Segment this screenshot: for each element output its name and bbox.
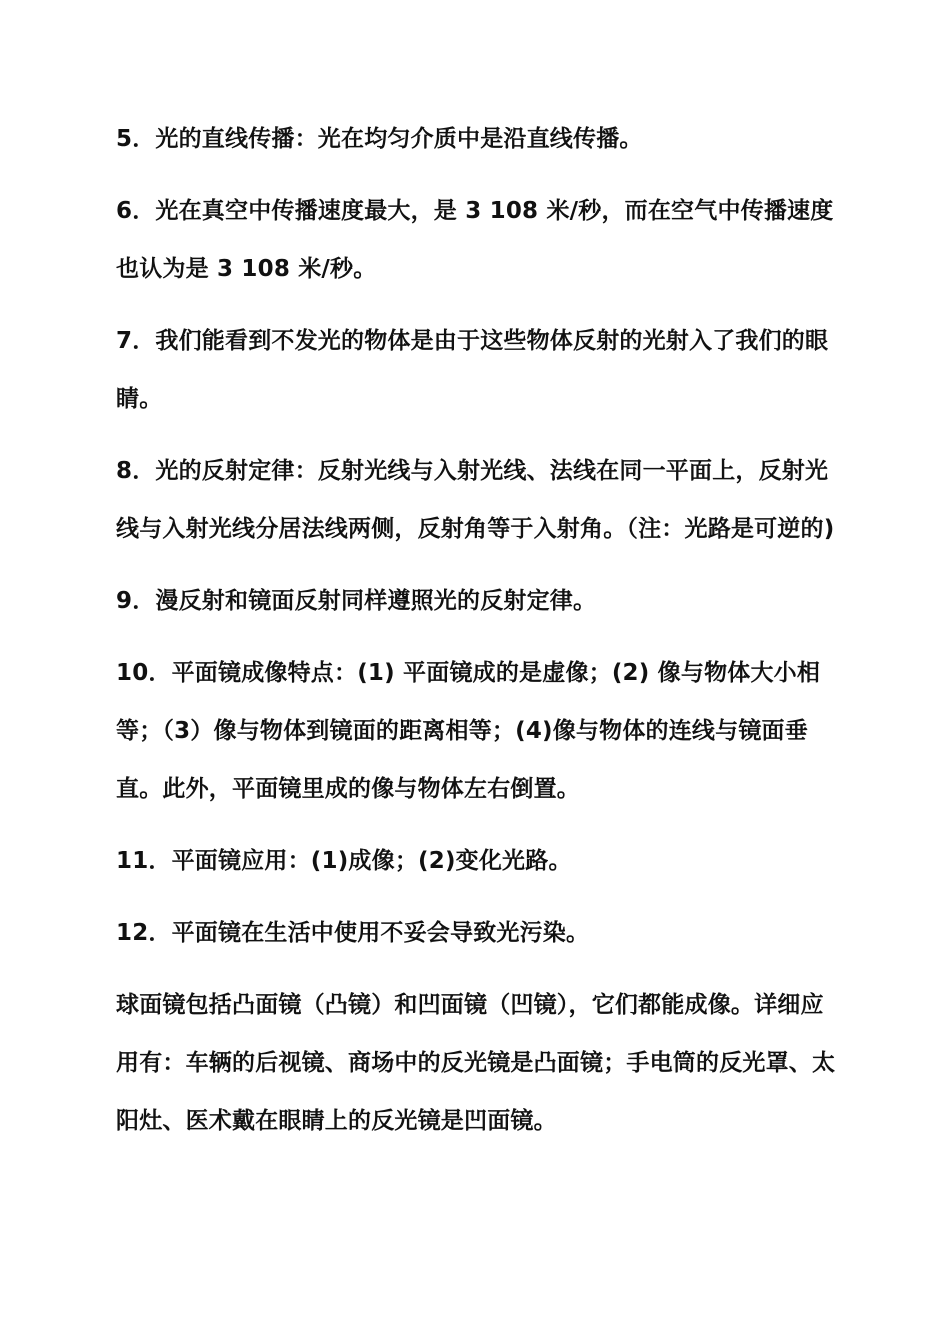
paragraph-12-light-pollution: 12．平面镜在生活中使用不妥会导致光污染。 [116, 920, 590, 946]
paragraph-spherical-mirrors: 球面镜包括凸面镜（凸镜）和凹面镜（凹镜），它们都能成像。详细应用有：车辆的后视镜、商场中的反光镜是凸面镜；手电筒的反光罩、太阳灶、医术戴在眼睛上的反光镜是凹面镜。 [116, 992, 836, 1134]
document-body [116, 110, 841, 1150]
paragraph-5-light-propagation: 5．光的直线传播：光在均匀介质中是沿直线传播。 [116, 126, 643, 152]
paragraph-6-light-speed: 6．光在真空中传播速度最大，是 3 108 米/秒，而在空气中传播速度也认为是 3 108 米/秒。 [116, 198, 834, 282]
paragraph-9-diffuse-reflection: 9．漫反射和镜面反射同样遵照光的反射定律。 [116, 588, 597, 614]
paragraph-11-plane-mirror-uses: 11．平面镜应用：(1)成像；(2)变化光路。 [116, 848, 572, 874]
paragraph-8-reflection-law: 8．光的反射定律：反射光线与入射光线、法线在同一平面上，反射光线与入射光线分居法线两侧，反射角等于入射角。（注：光路是可逆的) [116, 458, 835, 542]
paragraph-10-plane-mirror-features: 10．平面镜成像特点：(1) 平面镜成的是虚像；(2) 像与物体大小相等；（3）像与物体到镜面的距离相等；(4)像与物体的连线与镜面垂直。此外，平面镜里成的像与物体左右倒置。 [116, 660, 821, 802]
paragraph-7-seeing-objects: 7．我们能看到不发光的物体是由于这些物体反射的光射入了我们的眼睛。 [116, 328, 829, 412]
